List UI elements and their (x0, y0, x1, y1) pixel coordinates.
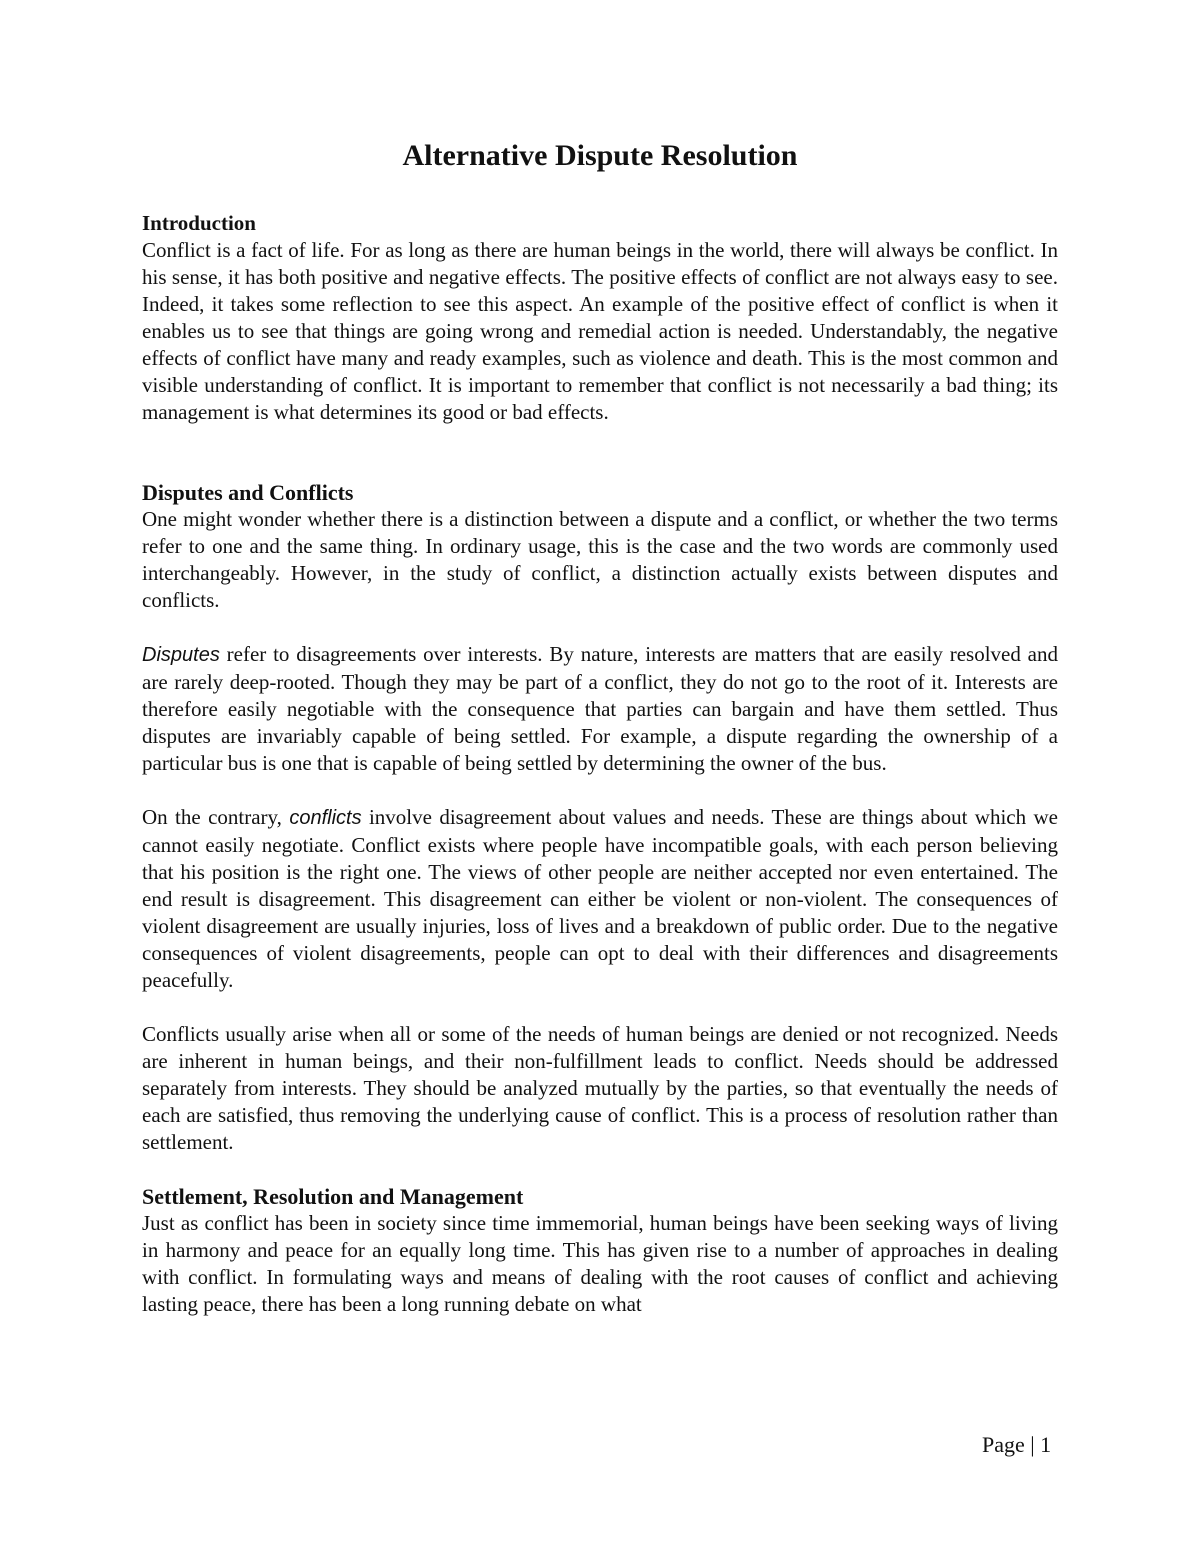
conflicts-term: conflicts (289, 807, 362, 829)
conflicts-intro-text: On the contrary, (142, 805, 290, 829)
settlement-paragraph: Just as conflict has been in society since time immemorial, human beings have been seeking ways of living in harmony and peace for an equally long time. This has given rise to a number of approaches in dealing with conflict. In formulating ways and means of dealing with the root causes of conflict and achieving lasting peace, there has been a long running debate on what (142, 1211, 1058, 1316)
section-heading-introduction: Introduction (142, 211, 256, 235)
needs-paragraph: Conflicts usually arise when all or some of the needs of human beings are denied or not recognized. Needs are inherent in human beings, and their non-fulfillment leads to conflict. Needs should be addressed separately from interests. They should be analyzed mutually by the parties, so that eventually the needs of each are satisfied, thus removing the underlying cause of conflict. This is a process of resolution rather than settlement. (142, 1022, 1058, 1154)
disputes-conflicts-paragraph: One might wonder whether there is a distinction between a dispute and a conflict, or whether the two terms refer to one and the same thing. In ordinary usage, this is the case and the two words are commonly used interchangeably. However, in the study of conflict, a distinction actually exists between disputes and conflicts. (142, 507, 1058, 612)
conflicts-definition-paragraph (142, 804, 1058, 994)
section-heading-disputes-and-conflicts: Disputes and Conflicts (142, 480, 354, 505)
section-heading-settlement-resolution-management: Settlement, Resolution and Management (142, 1184, 524, 1209)
conflicts-definition-text: involve disagreement about values and needs. These are things about which we cannot easily negotiate. Conflict exists where people have incompatible goals, with each person believing that his position is the right one. The views of other people are neither accepted nor even entertained. The end result is disagreement. This disagreement can either be violent or non-violent. The consequences of violent disagreement are usually injuries, loss of lives and a breakdown of public order. Due to the negative consequences of violent disagreements, people can opt to deal with their differences and disagreements peacefully. (142, 805, 1058, 992)
document-title: Alternative Dispute Resolution (402, 139, 798, 172)
disputes-definition-text: refer to disagreements over interests. By nature, interests are matters that are easily resolved and are rarely deep-rooted. Though they may be part of a conflict, they do not go to the root of it. Interests are therefore easily negotiable with the consequence that parties can bargain and have them settled. Thus disputes are invariably capable of being settled. For example, a dispute regarding the ownership of a particular bus is one that is capable of being settled by determining the owner of the bus. (142, 642, 1058, 775)
disputes-term: Disputes (142, 644, 220, 666)
document-page (142, 138, 1058, 1318)
page-number: Page | 1 (982, 1432, 1052, 1457)
disputes-definition-paragraph (142, 641, 1058, 777)
intro-paragraph: Conflict is a fact of life. For as long as there are human beings in the world, there will always be conflict. In his sense, it has both positive and negative effects. The positive effects of conflict are not always easy to see. Indeed, it takes some reflection to see this aspect. An example of the positive effect of conflict is when it enables us to see that things are going wrong and remedial action is needed. Understandably, the negative effects of conflict have many and ready examples, such as violence and death. This is the most common and visible understanding of conflict. It is important to remember that conflict is not necessarily a bad thing; its management is what determines its good or bad effects. (142, 238, 1058, 424)
